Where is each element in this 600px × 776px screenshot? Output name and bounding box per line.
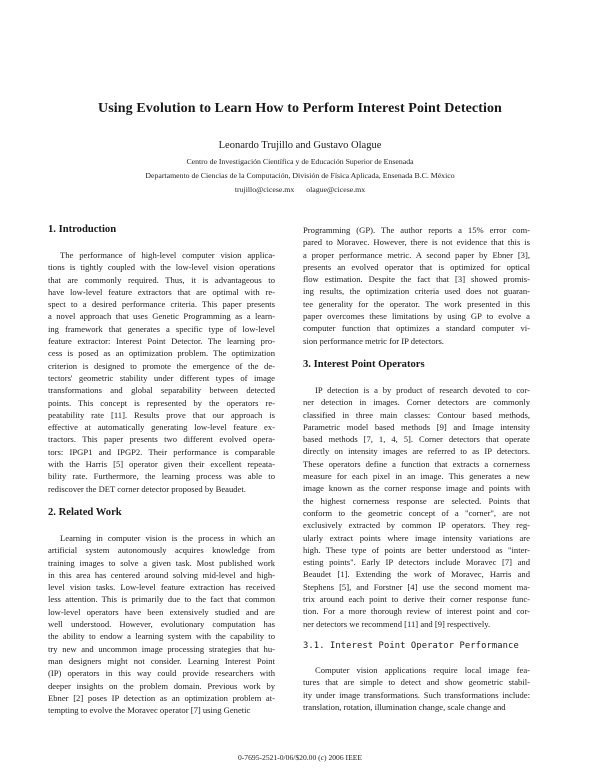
interest-point-operators-line: image known as the corner response image and points with [303, 483, 530, 494]
introduction-line: The performance of high-level computer vision applica- [60, 250, 275, 260]
section-heading-introduction: 1. Introduction [48, 224, 117, 235]
affiliation-2: Departamento de Ciencias de la Computación, División de Física Aplicada, Ensenada B.C. México [145, 171, 455, 180]
related-work-continued-line: paper overcomes these limitations by using GP to evolve a [303, 311, 530, 322]
interest-point-operators-line: measure for each pixel in an image. This generates a new [303, 471, 530, 482]
related-work-line: level vision tasks. Low-level feature extraction has received [48, 582, 275, 593]
interest-point-operators-line: classified in three main classes: Contour based methods, [303, 409, 530, 420]
related-work-line: deeper insights on the problem domain. Previous work by [48, 680, 275, 691]
related-work-continued-line: computer function that optimizes a standard computer vi- [303, 323, 530, 334]
related-work-continued-line: Programming (GP). The author reports a 15% error com- [303, 225, 530, 235]
interest-point-operators-line: ner detectors we recommend [11] and [9] respectively. [303, 618, 491, 629]
interest-point-operators-line: IP detection is a by product of research devoted to cor- [315, 384, 530, 395]
related-work-line: low-level operators have been extensively studied and are [48, 606, 275, 617]
related-work-line: well understood. However, evolutionary computation has [48, 619, 275, 630]
introduction-line: with the Harris [5] operator given their excellent repeata- [48, 459, 275, 470]
interest-point-operators-line: trix around each point to derive their corner response func- [303, 594, 530, 605]
section-heading-related-work: 2. Related Work [48, 506, 122, 518]
related-work-continued-line: presents an evolved operator that is optimized for optical [303, 261, 530, 272]
author-emails [0, 185, 600, 194]
related-work-continued-line: flow estimation. Despite the fact that [3] showed promis- [303, 274, 530, 285]
related-work-continued-line: sion performance metric for IP detectors. [303, 335, 444, 346]
related-work-line: less attention. This is primarily due to the fact that common [48, 594, 275, 605]
related-work-continued-line: ing results, the optimization criteria used does not guaran- [303, 286, 530, 297]
operator-performance-line: ity under image transformations. Such transformations include: [303, 689, 530, 700]
copyright-footer: 0-7695-2521-0/06/$20.00 (c) 2006 IEEE [237, 753, 362, 762]
interest-point-operators-line: conform to the geometric concept of a "corner", are not [303, 507, 530, 518]
interest-point-operators-line: esting points". Early IP detectors include Moravec [7] and [303, 557, 530, 568]
introduction-line: have low-level feature extractors that are optimal with re- [48, 286, 275, 297]
operator-performance-paragraph [303, 664, 530, 713]
introduction-line: that are commonly required. Thus, it is advantageous to [48, 274, 275, 285]
related-work-continued-line: pared to Moravec. However, there is not evidence that this is [303, 237, 530, 248]
operator-performance-line: translation, rotation, illumination change, scale change and [303, 701, 506, 712]
interest-point-operators-line: tion. For a more thorough review of interest point and cor- [303, 606, 530, 617]
operator-performance-line: tures that are simple to detect and show geometric stabil- [303, 677, 530, 688]
introduction-line: feature extractor: Interest Point Detector. The learning pro- [48, 336, 275, 347]
interest-point-operators-line: the highest cornerness response are selected. Points that [303, 495, 530, 506]
introduction-line: a novel approach that uses Genetic Programming as a learn- [48, 311, 275, 322]
introduction-line: cess is posed as an optimization problem. The optimization [48, 348, 275, 359]
operator-performance-line: Computer vision applications require local image fea- [315, 664, 530, 675]
related-work-line: artificial system autonomously acquires knowledge from [48, 545, 275, 556]
related-work-line: man designers might not consider. Learning Interest Point [48, 655, 275, 666]
interest-point-operators-paragraph [303, 384, 530, 630]
introduction-line: points. This concept is represented by the operators re- [48, 397, 275, 408]
introduction-line: tions is tightly coupled with the low-level vision operations [48, 262, 275, 273]
introduction-line: peatability rate [11]. Results prove that our approach is [48, 409, 275, 420]
related-work-continued-line: a proper performance metric. A second paper by Ebner [3], [303, 249, 530, 260]
related-work-line: (IP) operators in this way could provide researchers with [48, 668, 275, 679]
introduction-line: ing framework that generates a specific type of low-level [48, 323, 275, 334]
email-2: olague@cicese.mx [306, 185, 366, 194]
interest-point-operators-line: Beaudet [1]. Extending the work of Moravec, Harris and [303, 569, 530, 580]
introduction-line: bility rate. Furthermore, the learning process was able to [48, 471, 275, 482]
related-work-continued-line: tee generality for the operator. The work presented in this [303, 298, 530, 309]
interest-point-operators-line: ularly extract points where image intensity variations are [303, 532, 530, 543]
interest-point-operators-line: Stephens [5], and Forstner [4] use the second moment ma- [303, 581, 530, 592]
paper-title: Using Evolution to Learn How to Perform Interest Point Detection [98, 101, 502, 116]
related-work-line: in this area has centered around solving mid-level and high- [48, 569, 275, 580]
interest-point-operators-line: These operators define a function that extracts a cornerness [303, 458, 530, 469]
email-1: trujillo@cicese.mx [234, 185, 295, 194]
introduction-line: spect to a desired performance criteria. This paper presents [48, 299, 275, 310]
introduction-line: tractors. This paper presents two different evolved opera- [48, 434, 275, 445]
introduction-line: effective at automatically generating low-level feature ex- [48, 422, 275, 433]
related-work-line: try new and uncommon image processing strategies that hu- [48, 643, 275, 654]
interest-point-operators-line: ner detection in images. Corner detectors are commonly [303, 397, 530, 408]
introduction-line: transformations and global separability between detected [48, 385, 275, 396]
introduction-paragraph [48, 249, 275, 495]
affiliation-1: Centro de Investigación Científica y de Educación Superior de Ensenada [186, 157, 414, 166]
paper-authors: Leonardo Trujillo and Gustavo Olague [218, 140, 382, 151]
introduction-line: rediscover the DET corner detector proposed by Beaudet. [48, 483, 246, 494]
introduction-line: criterion is designed to promote the emergence of the de- [48, 360, 275, 371]
related-work-paragraph [48, 532, 275, 716]
interest-point-operators-line: exclusively extracted by common IP operators. They reg- [303, 520, 530, 531]
introduction-line: tectors' geometric stability under different types of image [48, 372, 275, 383]
interest-point-operators-line: high. These type of points are better understood as "inter- [303, 544, 530, 555]
left-column [48, 224, 275, 716]
interest-point-operators-line: directly on intensity images are referred to as IP detectors. [303, 446, 530, 457]
related-work-line: training images to solve a given task. Most published work [48, 557, 275, 568]
related-work-line: tempting to evolve the Moravec operator [7] using Genetic [48, 705, 251, 716]
introduction-line: tors: IPGP1 and IPGP2. Their performance is comparable [48, 446, 275, 457]
related-work-continued-paragraph [303, 224, 530, 347]
section-heading-interest-point-operators: 3. Interest Point Operators [303, 358, 425, 370]
interest-point-operators-line: Parametric model based methods [9] and Image intensity [303, 421, 530, 432]
related-work-line: Learning in computer vision is the process in which an [60, 532, 275, 543]
related-work-line: Ebner [2] poses IP detection as an optimization problem at- [48, 692, 275, 703]
interest-point-operators-line: based methods [7, 1, 4, 5]. Corner detectors that operate [303, 434, 530, 445]
subsection-heading-operator-performance: 3.1. Interest Point Operator Performance [303, 640, 519, 651]
related-work-line: the ability to endow a learning system with the capability to [48, 631, 275, 642]
right-column [303, 224, 530, 713]
